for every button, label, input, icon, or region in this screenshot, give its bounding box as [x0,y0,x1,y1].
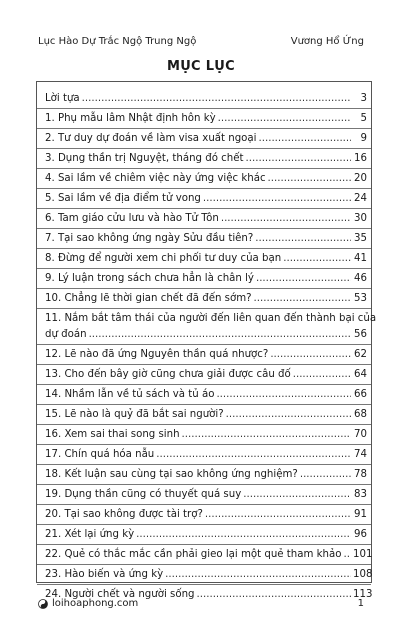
toc-entry[interactable] [37,233,371,245]
toc-entry-label: 18. Kết luận sau cùng tại sao không ứng nghiệm? [45,469,298,480]
toc-divider [37,584,371,585]
header-book-title: Lục Hào Dự Trắc Ngộ Trung Ngộ [38,36,197,47]
toc-entry-page: 78 [354,469,367,480]
toc-entry-page: 24 [354,193,367,204]
running-header [38,36,364,47]
toc-divider [37,344,371,345]
dot-leader [246,153,352,165]
dot-leader [216,389,351,401]
toc-divider [37,188,371,189]
toc-divider [37,464,371,465]
dot-leader [283,253,351,265]
toc-entry-label: 4. Sai lầm về chiêm việc này ứng việc khác [45,173,266,184]
toc-entry[interactable] [37,489,371,501]
toc-entry[interactable] [37,429,371,441]
toc-entry[interactable] [37,389,371,401]
footer-site-text: loihoaphong.com [52,598,139,609]
toc-entry-label: 21. Xét lại ứng kỳ [45,529,135,540]
toc-divider [37,128,371,129]
toc-divider [37,384,371,385]
table-of-contents [36,81,377,600]
toc-entry-label: 22. Quẻ có thắc mắc cần phải gieo lại một quẻ tham khảo [45,549,342,560]
dot-leader [270,349,351,361]
dot-leader [203,193,351,205]
toc-entry-label: 14. Nhầm lẫn về tủ sách và tủ áo [45,389,215,400]
dot-leader [82,93,351,105]
toc-divider [37,444,371,445]
toc-entry[interactable] [37,293,371,305]
toc-entry[interactable] [37,173,371,185]
dot-leader [256,273,351,285]
dot-leader [268,173,351,185]
toc-entry-label: 2. Tư duy dự đoán về làm visa xuất ngoại [45,133,257,144]
toc-entry[interactable] [37,153,371,165]
toc-entry-page: 66 [354,389,367,400]
toc-entry[interactable] [37,549,371,561]
toc-entry-page: 68 [354,409,367,420]
toc-entry-label: 23. Hào biến và ứng kỳ [45,569,164,580]
toc-entry-page: 30 [354,213,367,224]
toc-entry-label: 8. Đừng để người xem chi phối tư duy của bạn [45,253,282,264]
toc-entry[interactable] [37,369,371,381]
dot-leader [243,489,351,501]
toc-entry[interactable] [37,113,371,125]
toc-divider [37,208,371,209]
toc-divider [37,524,371,525]
toc-entry[interactable] [37,313,377,341]
toc-entry-label: 3. Dụng thần trị Nguyệt, tháng đó chết [45,153,244,164]
toc-entry-page: 91 [354,509,367,520]
toc-entry[interactable] [37,349,371,361]
dot-leader [156,449,351,461]
toc-entry-label: 19. Dụng thần cũng có thuyết quá suy [45,489,242,500]
toc-divider [37,268,371,269]
toc-entry-page: 83 [354,489,367,500]
toc-entry[interactable] [37,569,371,581]
toc-divider [37,504,371,505]
toc-divider [37,308,371,309]
toc-entry-label: 10. Chẳng lẽ thời gian chết đã đến sớm? [45,293,252,304]
toc-entry-page: 74 [354,449,367,460]
dot-leader [165,569,351,581]
dot-leader [344,549,352,561]
toc-divider [37,148,371,149]
dot-leader [89,329,351,341]
toc-entry[interactable] [37,273,371,285]
toc-entry-page: 62 [354,349,367,360]
toc-entry-label: 20. Tại sao không được tài trợ? [45,509,203,520]
toc-entry-label: 16. Xem sai thai song sinh [45,429,180,440]
toc-entry-label: 6. Tam giáo cửu lưu và hào Tử Tôn [45,213,219,224]
toc-entry[interactable] [37,213,371,225]
toc-divider [37,228,371,229]
dot-leader [226,409,351,421]
toc-entry-page: 53 [354,293,367,304]
toc-entry-label: 1. Phụ mẫu lâm Nhật định hôn kỳ [45,113,216,124]
dot-leader [218,113,351,125]
dot-leader [300,469,351,481]
toc-entry-page: 3 [360,93,367,104]
toc-entry[interactable] [37,449,371,461]
toc-entry[interactable] [37,253,371,265]
yin-yang-icon [38,599,48,609]
toc-entry-label: 13. Cho đến bây giờ cũng chưa giải được câu đố [45,369,291,380]
toc-entry-page: 101 [353,549,373,560]
toc-entry[interactable] [37,93,371,105]
footer-page-number: 1 [357,598,364,609]
toc-divider [37,288,371,289]
dot-leader [205,509,351,521]
toc-divider [37,108,371,109]
dot-leader [258,133,351,145]
toc-entry-page: 46 [354,273,367,284]
page-title: MỤC LỤC [166,59,236,74]
toc-entry-page: 9 [360,133,367,144]
toc-entry[interactable] [37,469,371,481]
toc-entry[interactable] [37,509,371,521]
toc-entry-label: 24. Người chết và người sống [45,589,195,600]
toc-entry-label: 15. Lẽ nào là quỷ đã bắt sai người? [45,409,224,420]
dot-leader [293,369,351,381]
toc-entry-label-line1: 11. Nắm bắt tâm thái của người đến liên quan đến thành bại của [45,313,377,324]
dot-leader [136,529,351,541]
page-footer [38,598,364,609]
footer-site [38,598,138,609]
dot-leader [254,293,351,305]
toc-divider [37,424,371,425]
toc-entry-label: 12. Lẽ nào đã ứng Nguyên thần quá nhược? [45,349,269,360]
toc-entry-page: 113 [353,589,373,600]
header-author: Vương Hổ Ứng [290,36,364,47]
toc-entry-page: 20 [354,173,367,184]
dot-leader [221,213,351,225]
dot-leader [182,429,351,441]
toc-divider [37,564,371,565]
toc-entry-page: 108 [353,569,373,580]
dot-leader [255,233,351,245]
toc-entry-label: Lời tựa [45,93,80,104]
toc-entry-page: 70 [354,429,367,440]
toc-entry-label: 5. Sai lầm về địa điểm tử vong [45,193,201,204]
toc-divider [37,364,371,365]
toc-entry-page: 96 [354,529,367,540]
toc-entry[interactable] [37,133,371,145]
toc-divider [37,404,371,405]
toc-entry-label: 17. Chín quá hóa nẫu [45,449,155,460]
toc-entry-page: 16 [354,153,367,164]
toc-entry-page: 64 [354,369,367,380]
toc-entry-page: 35 [354,233,367,244]
toc-entry-page: 56 [354,329,367,340]
toc-entry[interactable] [37,409,371,421]
toc-entry-label: dự đoán [45,329,87,340]
toc-entry[interactable] [37,529,371,541]
toc-entry-page: 41 [354,253,367,264]
toc-divider [37,168,371,169]
toc-entry-page: 5 [360,113,367,124]
toc-divider [37,248,371,249]
toc-divider [37,544,371,545]
toc-entry-label: 9. Lý luận trong sách chưa hẳn là chân lý [45,273,254,284]
toc-divider [37,484,371,485]
toc-entry-label: 7. Tại sao không ứng ngày Sửu đầu tiên? [45,233,254,244]
toc-entry[interactable] [37,193,371,205]
